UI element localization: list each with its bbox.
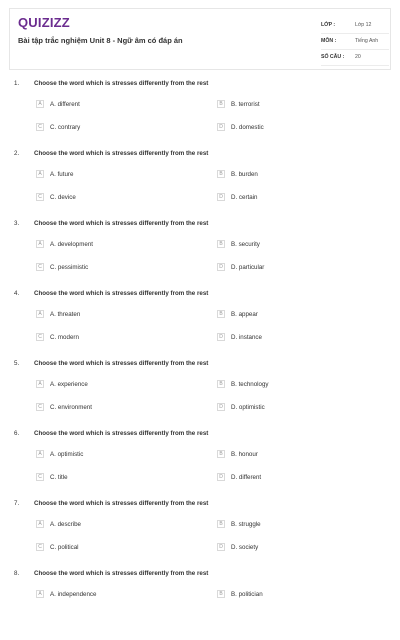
option-checkbox[interactable]: B — [217, 450, 225, 458]
question-number: 3. — [14, 220, 20, 227]
option-checkbox[interactable]: C — [36, 473, 44, 481]
question-text: Choose the word which is stresses differently from the rest — [34, 150, 209, 157]
option-label: B. honour — [231, 451, 258, 458]
meta-label: LỚP : — [321, 22, 336, 28]
option-checkbox[interactable]: D — [217, 263, 225, 271]
option-checkbox[interactable]: A — [36, 100, 44, 108]
option-checkbox[interactable]: C — [36, 123, 44, 131]
option-label: B. struggle — [231, 521, 261, 528]
option-checkbox[interactable]: A — [36, 590, 44, 598]
option-checkbox[interactable]: A — [36, 380, 44, 388]
question-text: Choose the word which is stresses differently from the rest — [34, 80, 209, 87]
option-label: A. future — [50, 171, 74, 178]
option-label: C. device — [50, 194, 76, 201]
question-item — [0, 150, 400, 220]
option-label: C. title — [50, 474, 68, 481]
quizizz-logo: QUIZIZZ — [18, 15, 70, 30]
option-checkbox[interactable]: C — [36, 333, 44, 341]
question-text: Choose the word which is stresses differently from the rest — [34, 570, 209, 577]
option-label: D. different — [231, 474, 262, 481]
meta-value: 20 — [355, 54, 361, 60]
option-label: C. modern — [50, 334, 79, 341]
option-checkbox[interactable]: C — [36, 403, 44, 411]
question-item — [0, 430, 400, 500]
option-checkbox[interactable]: C — [36, 193, 44, 201]
option-label: D. certain — [231, 194, 258, 201]
option-label: A. describe — [50, 521, 81, 528]
option-checkbox[interactable]: D — [217, 193, 225, 201]
question-item — [0, 570, 400, 640]
option-label: B. appear — [231, 311, 258, 318]
meta-label: SỐ CÂU : — [321, 54, 345, 60]
option-label: D. domestic — [231, 124, 264, 131]
option-checkbox[interactable]: D — [217, 333, 225, 341]
option-checkbox[interactable]: A — [36, 520, 44, 528]
question-text: Choose the word which is stresses differently from the rest — [34, 430, 209, 437]
question-item — [0, 80, 400, 150]
question-text: Choose the word which is stresses differently from the rest — [34, 290, 209, 297]
option-checkbox[interactable]: B — [217, 310, 225, 318]
option-label: B. terrorist — [231, 101, 260, 108]
meta-label: MÔN : — [321, 38, 337, 44]
option-checkbox[interactable]: A — [36, 450, 44, 458]
option-checkbox[interactable]: B — [217, 590, 225, 598]
option-label: A. optimistic — [50, 451, 84, 458]
question-item — [0, 500, 400, 570]
option-checkbox[interactable]: B — [217, 170, 225, 178]
option-label: B. politician — [231, 591, 263, 598]
option-checkbox[interactable]: B — [217, 520, 225, 528]
option-checkbox[interactable]: B — [217, 100, 225, 108]
option-label: D. particular — [231, 264, 265, 271]
option-checkbox[interactable]: A — [36, 310, 44, 318]
question-item — [0, 360, 400, 430]
meta-value: Tiếng Anh — [355, 38, 379, 44]
meta-value: Lớp 12 — [355, 22, 372, 28]
question-text: Choose the word which is stresses differently from the rest — [34, 360, 209, 367]
option-label: D. optimistic — [231, 404, 265, 411]
option-label: C. contrary — [50, 124, 81, 131]
option-label: A. different — [50, 101, 80, 108]
option-checkbox[interactable]: D — [217, 543, 225, 551]
option-checkbox[interactable]: D — [217, 123, 225, 131]
option-label: C. pessimistic — [50, 264, 89, 271]
option-checkbox[interactable]: D — [217, 403, 225, 411]
option-checkbox[interactable]: C — [36, 263, 44, 271]
option-label: A. independence — [50, 591, 97, 598]
option-label: B. security — [231, 241, 260, 248]
question-item — [0, 220, 400, 290]
option-label: D. instance — [231, 334, 262, 341]
option-label: A. development — [50, 241, 93, 248]
option-label: D. society — [231, 544, 259, 551]
option-checkbox[interactable]: B — [217, 240, 225, 248]
option-label: C. environment — [50, 404, 92, 411]
option-checkbox[interactable]: C — [36, 543, 44, 551]
question-number: 7. — [14, 500, 20, 507]
option-label: C. political — [50, 544, 79, 551]
question-text: Choose the word which is stresses differently from the rest — [34, 500, 209, 507]
option-checkbox[interactable]: A — [36, 240, 44, 248]
question-number: 8. — [14, 570, 20, 577]
question-number: 4. — [14, 290, 20, 297]
question-number: 5. — [14, 360, 20, 367]
option-label: B. technology — [231, 381, 269, 388]
option-checkbox[interactable]: D — [217, 473, 225, 481]
option-label: A. experience — [50, 381, 88, 388]
question-item — [0, 290, 400, 360]
page-title: Bài tập trắc nghiệm Unit 8 - Ngữ âm có đáp án — [18, 36, 183, 45]
option-label: B. burden — [231, 171, 258, 178]
question-number: 6. — [14, 430, 20, 437]
option-label: A. threaten — [50, 311, 81, 318]
question-number: 2. — [14, 150, 20, 157]
option-checkbox[interactable]: A — [36, 170, 44, 178]
question-text: Choose the word which is stresses differently from the rest — [34, 220, 209, 227]
question-number: 1. — [14, 80, 20, 87]
option-checkbox[interactable]: B — [217, 380, 225, 388]
